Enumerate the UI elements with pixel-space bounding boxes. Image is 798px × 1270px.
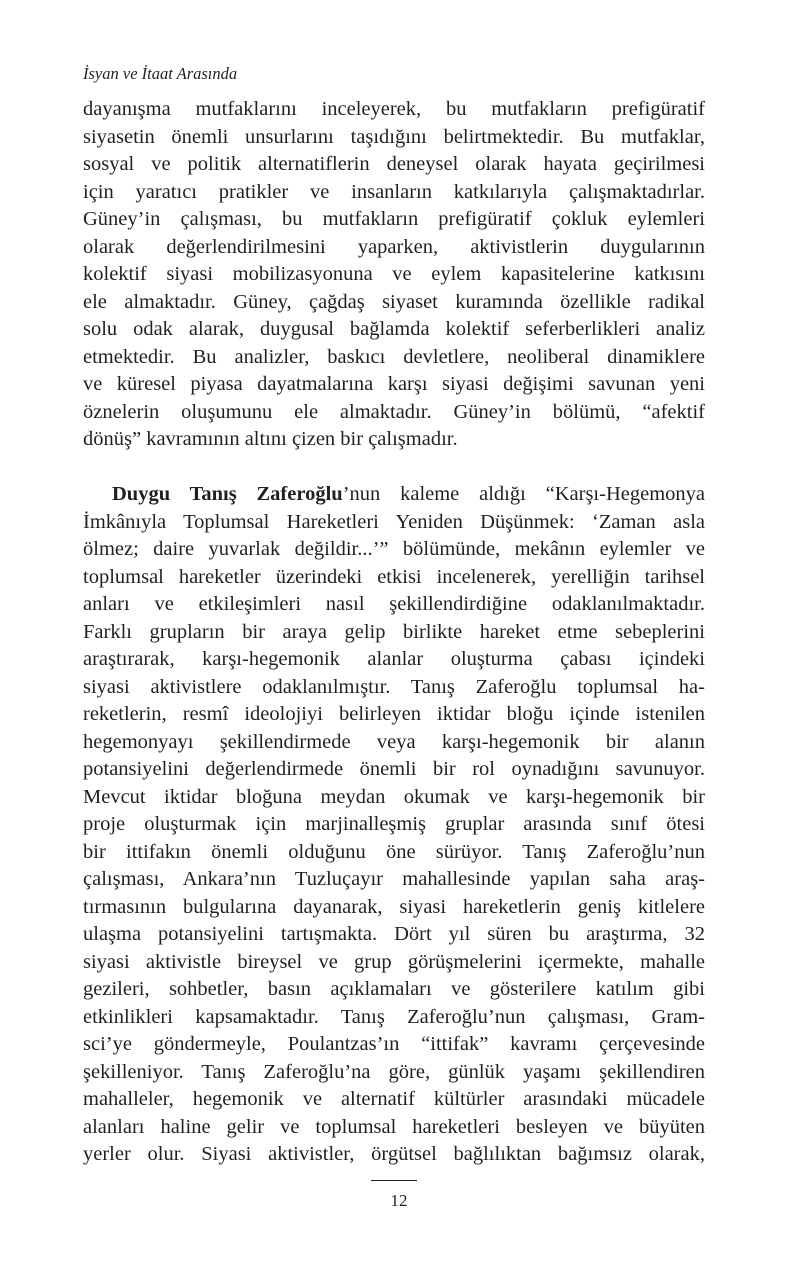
text-line: gezileri, sohbetler, basın açıklamaları ve gösterilere katılım gibi: [83, 978, 705, 1000]
text-line: sci’ye göndermeyle, Poulantzas’ın “ittifak” kavramı çerçevesinde: [83, 1033, 705, 1055]
text-line: reketlerin, resmî ideolojiyi belirleyen iktidar bloğu içinde istenilen: [83, 703, 705, 725]
text-line: siyasi aktivistle bireysel ve grup görüşmelerini içermekte, mahalle: [83, 950, 705, 973]
text-line: sosyal ve politik alternatiflerin deneysel olarak hayata geçirilmesi: [83, 153, 705, 175]
page-number: 12: [390, 1191, 408, 1210]
paragraph-1: [83, 96, 705, 454]
author-name: Duygu Tanış Zaferoğlu: [112, 483, 343, 505]
text-line: ele almaktadır. Güney, çağdaş siyaset kuramında özellikle radikal: [83, 290, 705, 313]
text-line: bir ittifakın önemli olduğunu öne sürüyor. Tanış Zaferoğlu’nun: [83, 840, 705, 863]
text-line: olarak değerlendirilmesini yaparken, aktivistlerin duygularının: [83, 235, 705, 258]
text-line: araştırarak, karşı-hegemonik alanlar oluşturma çabası içindeki: [83, 648, 705, 670]
first-line-rest: ’nun kaleme aldığı “Karşı-Hegemonya: [342, 483, 705, 505]
text-line: mahalleler, hegemonik ve alternatif kültürler arasındaki mücadele: [83, 1088, 705, 1110]
running-header: İsyan ve İtaat Arasında: [83, 64, 238, 83]
text-line: hegemonyayı şekillendirmede veya karşı-hegemonik bir alanın: [83, 730, 705, 753]
text-line: alanları haline gelir ve toplumsal hareketleri besleyen ve büyüten: [83, 1115, 705, 1138]
text-line: için yaratıcı pratikler ve insanların katkılarıyla çalışmaktadırlar.: [83, 180, 705, 203]
footer-rule: [371, 1180, 417, 1181]
text-line: dayanışma mutfaklarını inceleyerek, bu mutfakların prefigüratif: [83, 98, 705, 120]
text-line: yerler olur. Siyasi aktivistler, örgütsel bağlılıktan bağımsız olarak,: [83, 1143, 705, 1165]
paragraph-2: [83, 481, 705, 1169]
text-line: potansiyelini değerlendirmede önemli bir rol oynadığını savunuyor.: [83, 758, 705, 780]
text-line: anları ve etkileşimleri nasıl şekillendirdiğine odaklanılmaktadır.: [83, 593, 705, 615]
text-line: solu odak alarak, duygusal bağlamda kolektif seferberlikleri analiz: [83, 318, 705, 340]
text-line: siyasetin önemli unsurlarını taşıdığını belirtmektedir. Bu mutfaklar,: [83, 125, 705, 148]
paragraph-gap: [83, 454, 705, 482]
text-line: öznelerin oluşumunu ele almaktadır. Güney’in bölümü, “afektif: [83, 400, 705, 423]
text-line: etkinlikleri kapsamaktadır. Tanış Zaferoğlu’nun çalışması, Gram-: [83, 1005, 705, 1028]
text-line: İmkânıyla Toplumsal Hareketleri Yeniden Düşünmek: ‘Zaman asla: [83, 510, 705, 533]
text-line: Güney’in çalışması, bu mutfakların prefigüratif çokluk eylemleri: [83, 208, 705, 230]
text-line: şekilleniyor. Tanış Zaferoğlu’na göre, günlük yaşamı şekillendiren: [83, 1060, 705, 1083]
text-line: tırmasının bulgularına dayanarak, siyasi hareketlerin geniş kitlelere: [83, 895, 705, 918]
text-line: toplumsal hareketler üzerindeki etkisi incelenerek, yerelliğin tarihsel: [83, 565, 705, 588]
text-line: ölmez; daire yuvarlak değildir...’” bölümünde, mekânın eylemler ve: [83, 538, 705, 560]
text-line: dönüş” kavramının altını çizen bir çalışmadır.: [83, 428, 458, 450]
text-line: kolektif siyasi mobilizasyonuna ve eylem kapasitelerine katkısını: [83, 263, 705, 285]
text-line: ulaşma potansiyelini tartışmakta. Dört yıl süren bu araştırma, 32: [83, 923, 705, 945]
text-line: etmektedir. Bu analizler, baskıcı devletlere, neoliberal dinamiklere: [83, 345, 705, 368]
text-line: Mevcut iktidar bloğuna meydan okumak ve karşı-hegemonik bir: [83, 785, 705, 808]
text-line: siyasi aktivistlere odaklanılmıştır. Tanış Zaferoğlu toplumsal ha-: [83, 675, 705, 698]
text-line: Farklı grupların bir araya gelip birlikte hareket etme sebeplerini: [83, 620, 705, 643]
text-line: proje oluşturmak için marjinalleşmiş gruplar arasında sınıf ötesi: [83, 813, 705, 835]
text-line-first: [83, 481, 705, 509]
page-body: [83, 96, 705, 1169]
text-line: çalışması, Ankara’nın Tuzluçayır mahallesinde yapılan saha araş-: [83, 868, 705, 890]
text-line: ve küresel piyasa dayatmalarına karşı siyasi değişimi savunan yeni: [83, 373, 705, 395]
